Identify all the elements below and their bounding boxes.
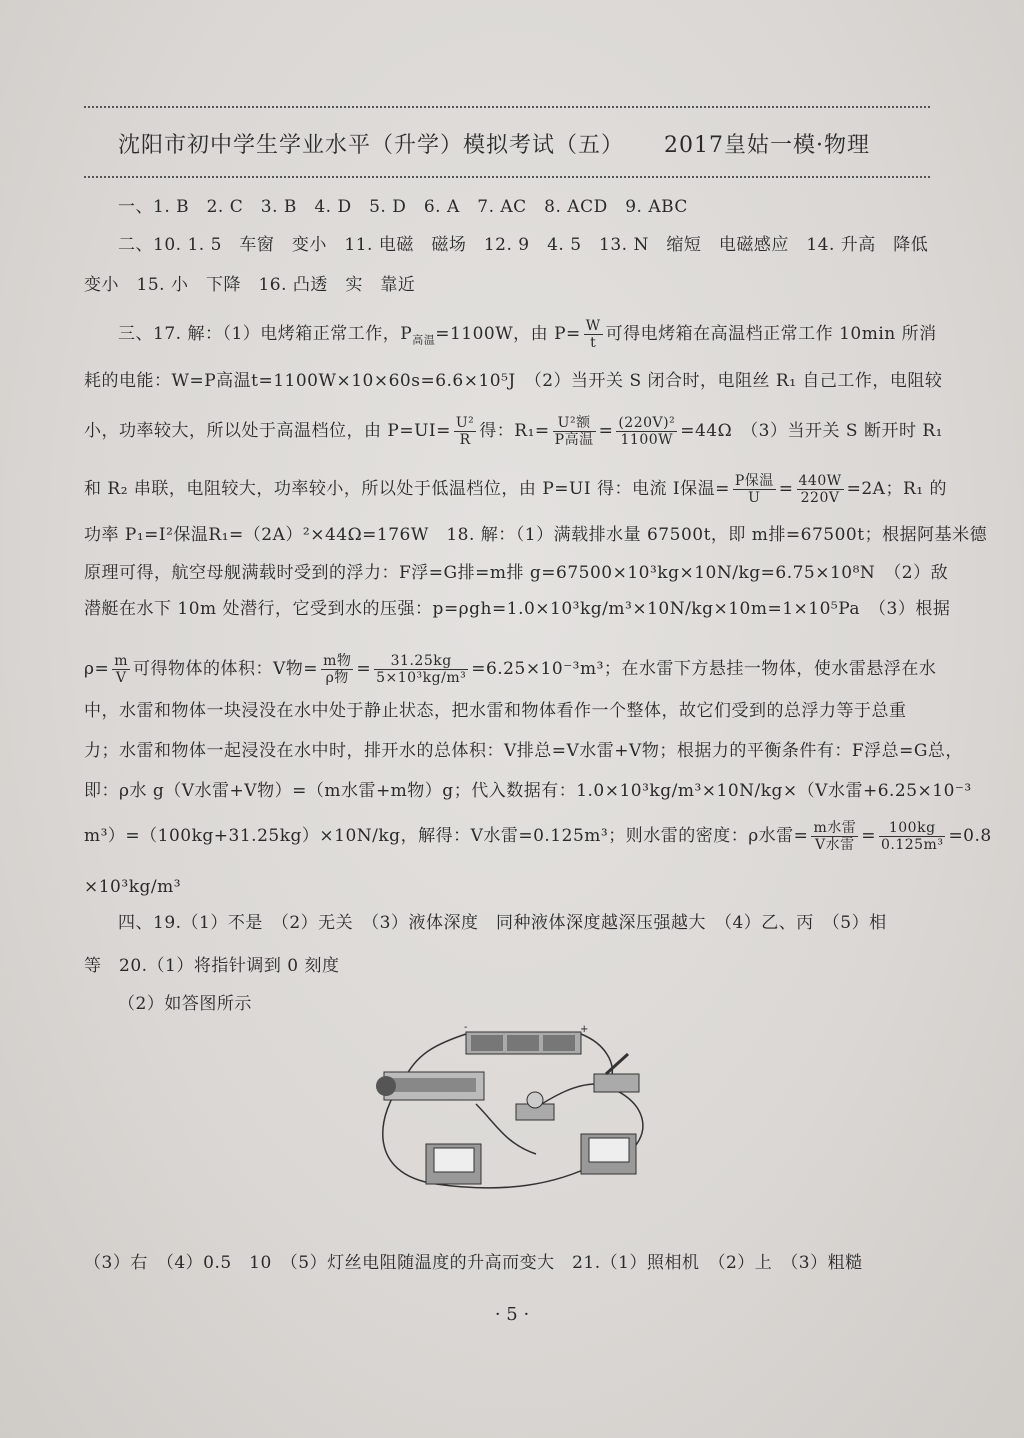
fraction bbox=[374, 653, 468, 686]
answer-line-7 bbox=[84, 473, 947, 506]
numerator: m物 bbox=[323, 653, 352, 669]
answer-line-5: 耗的电能：W=P高温t=1100W×10×60s=6.6×10⁵J （2）当开关 S 闭合时，电阻丝 R₁ 自己工作，电阻较 bbox=[84, 371, 943, 391]
denominator: V水雷 bbox=[815, 837, 855, 853]
answer-line-10: 潜艇在水下 10m 处潜行，它受到水的压强：p=ρgh=1.0×10³kg/m³×10N/kg×10m=1×10⁵Pa （3）根据 bbox=[84, 599, 951, 619]
switch bbox=[594, 1054, 639, 1092]
numerator: (220V)² bbox=[618, 415, 676, 431]
answer-line-1: 一、1. B 2. C 3. B 4. D 5. D 6. A 7. AC 8. ACD 9. ABC bbox=[118, 197, 688, 217]
answer-line-13: 力；水雷和物体一起浸没在水中时，排开水的总体积：V排总=V水雷+V物；根据力的平衡条件有：F浮总=G总， bbox=[84, 741, 963, 761]
fraction bbox=[733, 473, 776, 506]
fraction bbox=[553, 415, 596, 448]
numerator: 100kg bbox=[879, 820, 945, 837]
answer-line-2: 二、10. 1. 5 车窗 变小 11. 电磁 磁场 12. 9 4. 5 13. N 缩短 电磁感应 14. 升高 降低 bbox=[118, 235, 929, 255]
fraction bbox=[112, 653, 130, 686]
text: ρ= bbox=[84, 659, 110, 679]
title-right: 2017皇姑一模·物理 bbox=[664, 133, 870, 158]
text: = bbox=[861, 826, 876, 846]
numerator: m bbox=[114, 653, 129, 669]
answer-line-17: 四、19.（1）不是 （2）无关 （3）液体深度 同种液体深度越深压强越大 （4）乙、丙 （5）相 bbox=[118, 913, 887, 933]
text: m³）=（100kg+31.25kg）×10N/kg，解得：V水雷=0.125m³；则水雷的密度：ρ水雷= bbox=[84, 826, 809, 846]
answer-line-8: 功率 P₁=I²保温R₁=（2A）²×44Ω=176W 18. 解：（1）满载排水量 67500t，即 m排=67500t；根据阿基米德 bbox=[84, 525, 988, 545]
top-dotted-rule bbox=[84, 106, 930, 108]
subscript: 高温 bbox=[412, 333, 436, 347]
title-left: 沈阳市初中学生学业水平（升学）模拟考试（五） bbox=[118, 133, 625, 158]
rheostat bbox=[376, 1072, 484, 1100]
text: =2A；R₁ 的 bbox=[846, 479, 947, 499]
answer-line-14: 即：ρ水 g（V水雷+V物）=（m水雷+m物）g；代入数据有：1.0×10³kg/m³×10N/kg×（V水雷+6.25×10⁻³ bbox=[84, 781, 972, 801]
denominator: U bbox=[748, 490, 761, 506]
fraction bbox=[616, 415, 677, 448]
text: 和 R₂ 串联，电阻较大，功率较小，所以处于低温档位，由 P=UI 得：电流 I保温= bbox=[84, 479, 730, 499]
bulb bbox=[516, 1092, 554, 1120]
denominator: t bbox=[590, 335, 597, 351]
page-title bbox=[118, 128, 918, 159]
text: = bbox=[778, 479, 794, 499]
text: =44Ω （3）当开关 S 断开时 R₁ bbox=[680, 421, 943, 441]
numerator: m水雷 bbox=[813, 820, 857, 836]
minus-label: - bbox=[464, 1024, 468, 1033]
numerator: W bbox=[585, 318, 601, 334]
plus-label: + bbox=[580, 1024, 589, 1035]
circuit-diagram bbox=[356, 1024, 656, 1204]
denominator: ρ物 bbox=[325, 670, 349, 686]
answer-line-16: ×10³kg/m³ bbox=[84, 877, 182, 897]
text: = bbox=[356, 659, 372, 679]
answer-line-12: 中，水雷和物体一块浸没在水中处于静止状态，把水雷和物体看作一个整体，故它们受到的总浮力等于总重 bbox=[84, 701, 907, 721]
text: 得：R₁= bbox=[479, 421, 550, 441]
fraction bbox=[879, 820, 945, 853]
text: 小，功率较大，所以处于高温档位，由 P=UI= bbox=[84, 421, 451, 441]
answer-line-4 bbox=[118, 318, 978, 351]
text: =6.25×10⁻³m³；在水雷下方悬挂一物体，使水雷悬浮在水 bbox=[471, 659, 937, 679]
answer-line-6 bbox=[84, 415, 944, 448]
text: = bbox=[598, 421, 614, 441]
text: 可得物体的体积：V物= bbox=[133, 659, 319, 679]
numerator: P保温 bbox=[734, 473, 774, 489]
answer-line-11 bbox=[84, 653, 944, 686]
fraction bbox=[584, 318, 603, 351]
answer-line-20: （3）右 （4）0.5 10 （5）灯丝电阻随温度的升高而变大 21.（1）照相机 （2）上 （3）粗糙 bbox=[84, 1253, 863, 1273]
numerator: U²额 bbox=[553, 415, 596, 432]
denominator: 0.125m³ bbox=[880, 837, 944, 853]
numerator: U² bbox=[455, 415, 475, 431]
denominator: R bbox=[459, 432, 471, 448]
numerator: 440W bbox=[798, 473, 842, 489]
text: =1100W，由 P= bbox=[435, 324, 581, 344]
denominator: 220V bbox=[800, 490, 840, 506]
answer-line-19: （2）如答图所示 bbox=[118, 994, 252, 1014]
text: =0.8 bbox=[948, 826, 992, 846]
answer-line-3: 变小 15. 小 下降 16. 凸透 实 靠近 bbox=[84, 275, 416, 295]
bottom-dotted-rule bbox=[84, 176, 930, 178]
ammeter bbox=[426, 1144, 481, 1184]
page-number: · 5 · bbox=[494, 1304, 530, 1325]
denominator: 5×10³kg/m³ bbox=[376, 670, 467, 686]
answer-line-15 bbox=[84, 820, 992, 853]
fraction bbox=[321, 653, 353, 686]
denominator: P高温 bbox=[554, 432, 594, 448]
battery-pack bbox=[464, 1024, 588, 1054]
fraction bbox=[797, 473, 844, 506]
answer-line-18: 等 20.（1）将指针调到 0 刻度 bbox=[84, 956, 340, 976]
numerator: 31.25kg bbox=[374, 653, 468, 670]
answer-line-9: 原理可得，航空母舰满载时受到的浮力：F浮=G排=m排 g=67500×10³kg×10N/kg=6.75×10⁸N （2）敌 bbox=[84, 563, 949, 583]
fraction bbox=[811, 820, 858, 853]
fraction bbox=[454, 415, 476, 448]
text: 三、17. 解：（1）电烤箱正常工作，P bbox=[118, 324, 413, 344]
voltmeter bbox=[581, 1134, 636, 1174]
text: 可得电烤箱在高温档正常工作 10min 所消 bbox=[605, 324, 937, 344]
denominator: V bbox=[115, 670, 127, 686]
denominator: 1100W bbox=[620, 432, 674, 448]
